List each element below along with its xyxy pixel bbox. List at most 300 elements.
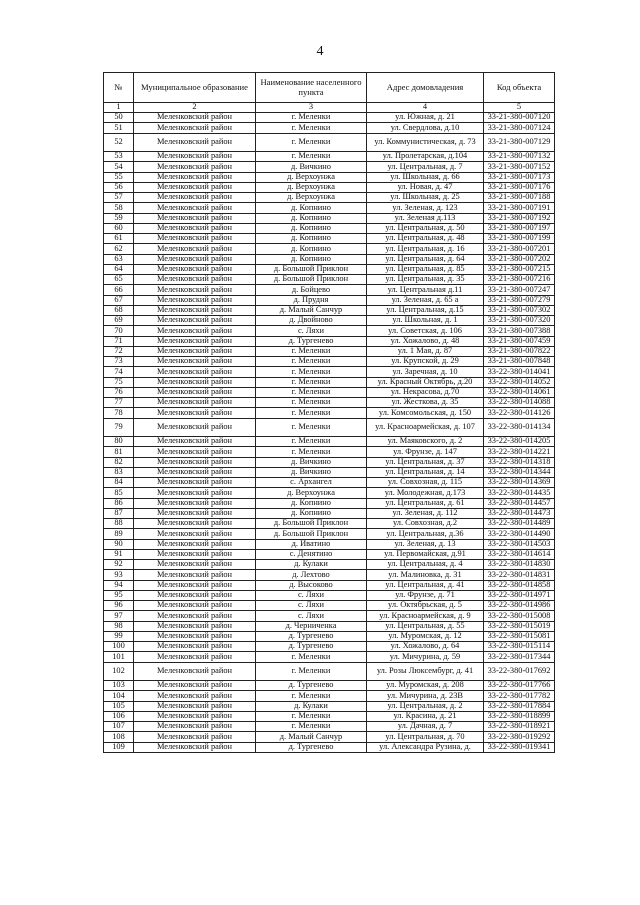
table-row xyxy=(104,398,555,408)
cell-settlement: д. Двойново xyxy=(256,316,367,326)
cell-municipality: Меленковский район xyxy=(134,213,256,223)
table-row xyxy=(104,152,555,162)
cell-address: ул. Центральная, д. 70 xyxy=(367,732,484,742)
table-row xyxy=(104,387,555,397)
cell-settlement: г. Меленки xyxy=(256,652,367,662)
table-row xyxy=(104,478,555,488)
column-number: 5 xyxy=(484,103,555,113)
cell-settlement: д. Тургенево xyxy=(256,681,367,691)
cell-settlement: д. Копнино xyxy=(256,223,367,233)
cell-number: 87 xyxy=(104,508,134,518)
cell-settlement: г. Меленки xyxy=(256,418,367,437)
column-number: 2 xyxy=(134,103,256,113)
cell-object-code: 33-22-380-017344 xyxy=(484,652,555,662)
cell-object-code: 33-22-380-019341 xyxy=(484,742,555,752)
cell-number: 69 xyxy=(104,316,134,326)
cell-address: ул. Центральная, д. 14 xyxy=(367,467,484,477)
cell-address: ул. Красноармейская, д. 107 xyxy=(367,418,484,437)
cell-address: ул. Муромская, д. 12 xyxy=(367,631,484,641)
cell-municipality: Меленковский район xyxy=(134,316,256,326)
cell-municipality: Меленковский район xyxy=(134,642,256,652)
cell-settlement: д. Копнино xyxy=(256,244,367,254)
cell-object-code: 33-22-380-014971 xyxy=(484,590,555,600)
table-row xyxy=(104,275,555,285)
cell-address: ул. Центральная, д.36 xyxy=(367,529,484,539)
cell-number: 60 xyxy=(104,223,134,233)
cell-settlement: д. Вичкино xyxy=(256,457,367,467)
cell-address: ул. Пролетарская, д.104 xyxy=(367,152,484,162)
cell-settlement: г. Меленки xyxy=(256,357,367,367)
cell-address: ул. Красноармейская, д. 9 xyxy=(367,611,484,621)
table-row xyxy=(104,203,555,213)
table-row xyxy=(104,652,555,662)
cell-object-code: 33-21-380-007197 xyxy=(484,223,555,233)
cell-settlement: д. Черниченка xyxy=(256,621,367,631)
cell-number: 61 xyxy=(104,234,134,244)
cell-municipality: Меленковский район xyxy=(134,691,256,701)
table-row xyxy=(104,488,555,498)
table-row xyxy=(104,316,555,326)
column-number: 3 xyxy=(256,103,367,113)
cell-object-code: 33-21-380-007176 xyxy=(484,182,555,192)
cell-settlement: г. Меленки xyxy=(256,387,367,397)
table-row xyxy=(104,611,555,621)
cell-number: 93 xyxy=(104,570,134,580)
cell-municipality: Меленковский район xyxy=(134,621,256,631)
table-row xyxy=(104,691,555,701)
cell-municipality: Меленковский район xyxy=(134,580,256,590)
table-row xyxy=(104,377,555,387)
table-row xyxy=(104,711,555,721)
cell-settlement: д. Бойцево xyxy=(256,285,367,295)
cell-municipality: Меленковский район xyxy=(134,529,256,539)
cell-municipality: Меленковский район xyxy=(134,508,256,518)
cell-object-code: 33-22-380-014061 xyxy=(484,387,555,397)
cell-object-code: 33-21-380-007129 xyxy=(484,133,555,152)
cell-settlement: с. Ляхи xyxy=(256,611,367,621)
table-row xyxy=(104,498,555,508)
cell-number: 52 xyxy=(104,133,134,152)
header-row xyxy=(104,73,555,103)
cell-municipality: Меленковский район xyxy=(134,662,256,681)
cell-number: 62 xyxy=(104,244,134,254)
cell-settlement: д. Малый Санчур xyxy=(256,732,367,742)
cell-settlement: г. Меленки xyxy=(256,113,367,123)
cell-settlement: д. Лехтово xyxy=(256,570,367,580)
cell-number: 75 xyxy=(104,377,134,387)
cell-object-code: 33-22-380-018899 xyxy=(484,711,555,721)
cell-object-code: 33-22-380-014205 xyxy=(484,437,555,447)
cell-number: 80 xyxy=(104,437,134,447)
table-row xyxy=(104,580,555,590)
cell-settlement: г. Меленки xyxy=(256,152,367,162)
cell-settlement: д. Малый Санчур xyxy=(256,305,367,315)
cell-settlement: г. Меленки xyxy=(256,722,367,732)
cell-number: 55 xyxy=(104,172,134,182)
cell-object-code: 33-21-380-007188 xyxy=(484,193,555,203)
household-objects-table xyxy=(103,72,555,753)
cell-address: ул. Молодежная, д.173 xyxy=(367,488,484,498)
cell-address: ул. Свердлова, д.10 xyxy=(367,123,484,133)
cell-object-code: 33-21-380-007120 xyxy=(484,113,555,123)
cell-settlement: г. Меленки xyxy=(256,367,367,377)
cell-number: 79 xyxy=(104,418,134,437)
cell-number: 71 xyxy=(104,336,134,346)
cell-municipality: Меленковский район xyxy=(134,498,256,508)
cell-municipality: Меленковский район xyxy=(134,123,256,133)
cell-municipality: Меленковский район xyxy=(134,437,256,447)
table-row xyxy=(104,295,555,305)
cell-address: ул. Муромская, д. 208 xyxy=(367,681,484,691)
cell-address: ул. Фрунзе, д. 147 xyxy=(367,447,484,457)
header-settlement: Наименование населенного пункта xyxy=(256,73,367,103)
cell-address: ул. Центральная, д. 50 xyxy=(367,223,484,233)
cell-municipality: Меленковский район xyxy=(134,203,256,213)
cell-municipality: Меленковский район xyxy=(134,611,256,621)
cell-settlement: д. Верхоунжа xyxy=(256,488,367,498)
cell-settlement: д. Большой Приклон xyxy=(256,529,367,539)
cell-number: 53 xyxy=(104,152,134,162)
table-row xyxy=(104,326,555,336)
cell-object-code: 33-22-380-015008 xyxy=(484,611,555,621)
cell-address: ул. Школьная, д. 66 xyxy=(367,172,484,182)
cell-municipality: Меленковский район xyxy=(134,478,256,488)
table-row xyxy=(104,223,555,233)
cell-address: ул. Центральная д.11 xyxy=(367,285,484,295)
cell-settlement: д. Копнино xyxy=(256,254,367,264)
table-row xyxy=(104,305,555,315)
column-number: 4 xyxy=(367,103,484,113)
cell-municipality: Меленковский район xyxy=(134,295,256,305)
cell-municipality: Меленковский район xyxy=(134,681,256,691)
column-number: 1 xyxy=(104,103,134,113)
cell-address: ул. Красный Октябрь, д.20 xyxy=(367,377,484,387)
cell-settlement: д. Кулаки xyxy=(256,560,367,570)
table-row xyxy=(104,346,555,356)
cell-settlement: д. Вичкино xyxy=(256,162,367,172)
cell-object-code: 33-21-380-007152 xyxy=(484,162,555,172)
cell-municipality: Меленковский район xyxy=(134,732,256,742)
cell-address: ул. Центральная, д. 7 xyxy=(367,162,484,172)
cell-object-code: 33-22-380-014490 xyxy=(484,529,555,539)
cell-number: 76 xyxy=(104,387,134,397)
cell-settlement: с. Ляхи xyxy=(256,590,367,600)
cell-number: 92 xyxy=(104,560,134,570)
cell-object-code: 33-22-380-014435 xyxy=(484,488,555,498)
cell-object-code: 33-21-380-007302 xyxy=(484,305,555,315)
cell-municipality: Меленковский район xyxy=(134,560,256,570)
cell-settlement: д. Вичкино xyxy=(256,467,367,477)
cell-object-code: 33-21-380-007279 xyxy=(484,295,555,305)
cell-number: 68 xyxy=(104,305,134,315)
cell-number: 70 xyxy=(104,326,134,336)
cell-settlement: г. Меленки xyxy=(256,133,367,152)
cell-address: ул. Школьная, д. 1 xyxy=(367,316,484,326)
cell-settlement: д. Копнино xyxy=(256,203,367,213)
cell-address: ул. Мичурина, д. 59 xyxy=(367,652,484,662)
cell-address: ул. Александра Рузина, д. xyxy=(367,742,484,752)
cell-municipality: Меленковский район xyxy=(134,418,256,437)
table-row xyxy=(104,508,555,518)
cell-address: ул. Центральная, д. 2 xyxy=(367,701,484,711)
table-row xyxy=(104,631,555,641)
cell-settlement: д. Верхоунжа xyxy=(256,172,367,182)
cell-settlement: г. Меленки xyxy=(256,346,367,356)
table-body xyxy=(104,113,555,753)
cell-settlement: г. Меленки xyxy=(256,398,367,408)
cell-municipality: Меленковский район xyxy=(134,457,256,467)
cell-object-code: 33-22-380-014088 xyxy=(484,398,555,408)
cell-object-code: 33-21-380-007202 xyxy=(484,254,555,264)
cell-number: 108 xyxy=(104,732,134,742)
cell-municipality: Меленковский район xyxy=(134,447,256,457)
cell-municipality: Меленковский район xyxy=(134,377,256,387)
cell-number: 96 xyxy=(104,601,134,611)
cell-number: 67 xyxy=(104,295,134,305)
cell-settlement: г. Меленки xyxy=(256,711,367,721)
cell-number: 64 xyxy=(104,264,134,274)
cell-address: ул. Заречная, д. 10 xyxy=(367,367,484,377)
cell-number: 104 xyxy=(104,691,134,701)
cell-number: 94 xyxy=(104,580,134,590)
cell-object-code: 33-21-380-007459 xyxy=(484,336,555,346)
cell-municipality: Меленковский район xyxy=(134,711,256,721)
cell-municipality: Меленковский район xyxy=(134,488,256,498)
cell-municipality: Меленковский район xyxy=(134,193,256,203)
cell-address: ул. Центральная, д. 37 xyxy=(367,457,484,467)
cell-object-code: 33-22-380-014473 xyxy=(484,508,555,518)
cell-municipality: Меленковский район xyxy=(134,467,256,477)
cell-number: 102 xyxy=(104,662,134,681)
cell-settlement: г. Меленки xyxy=(256,437,367,447)
cell-object-code: 33-21-380-007199 xyxy=(484,234,555,244)
cell-address: ул. Центральная, д. 48 xyxy=(367,234,484,244)
cell-municipality: Меленковский район xyxy=(134,336,256,346)
cell-object-code: 33-21-380-007822 xyxy=(484,346,555,356)
cell-address: ул. Комсомольская, д. 150 xyxy=(367,408,484,418)
cell-municipality: Меленковский район xyxy=(134,264,256,274)
cell-number: 103 xyxy=(104,681,134,691)
cell-municipality: Меленковский район xyxy=(134,631,256,641)
cell-object-code: 33-22-380-019292 xyxy=(484,732,555,742)
cell-object-code: 33-22-380-014052 xyxy=(484,377,555,387)
cell-address: ул. Малиновка, д. 31 xyxy=(367,570,484,580)
cell-municipality: Меленковский район xyxy=(134,601,256,611)
cell-number: 106 xyxy=(104,711,134,721)
table-row xyxy=(104,519,555,529)
cell-settlement: д. Кулаки xyxy=(256,701,367,711)
cell-number: 66 xyxy=(104,285,134,295)
header-municipality: Муниципальное образование xyxy=(134,73,256,103)
cell-settlement: д. Большой Приклон xyxy=(256,264,367,274)
cell-address: ул. Жесткова, д. 35 xyxy=(367,398,484,408)
cell-settlement: г. Меленки xyxy=(256,377,367,387)
cell-number: 86 xyxy=(104,498,134,508)
cell-settlement: г. Меленки xyxy=(256,123,367,133)
cell-address: ул. Зеленая, д. 112 xyxy=(367,508,484,518)
cell-number: 72 xyxy=(104,346,134,356)
cell-object-code: 33-22-380-014041 xyxy=(484,367,555,377)
cell-number: 73 xyxy=(104,357,134,367)
cell-address: ул. Центральная, д. 61 xyxy=(367,498,484,508)
cell-object-code: 33-22-380-014221 xyxy=(484,447,555,457)
table-row xyxy=(104,244,555,254)
cell-object-code: 33-21-380-007173 xyxy=(484,172,555,182)
cell-number: 83 xyxy=(104,467,134,477)
cell-settlement: д. Тургенево xyxy=(256,742,367,752)
table-row xyxy=(104,123,555,133)
cell-address: ул. Центральная, д. 55 xyxy=(367,621,484,631)
cell-number: 74 xyxy=(104,367,134,377)
table-row xyxy=(104,457,555,467)
cell-address: ул. Первомайская, д.91 xyxy=(367,549,484,559)
cell-settlement: д. Тургенево xyxy=(256,642,367,652)
cell-number: 77 xyxy=(104,398,134,408)
cell-address: ул. Некрасова, д.70 xyxy=(367,387,484,397)
table-row xyxy=(104,447,555,457)
cell-settlement: д. Высоково xyxy=(256,580,367,590)
cell-settlement: д. Большой Приклон xyxy=(256,275,367,285)
table-row xyxy=(104,336,555,346)
table-row xyxy=(104,467,555,477)
cell-municipality: Меленковский район xyxy=(134,275,256,285)
cell-municipality: Меленковский район xyxy=(134,133,256,152)
cell-address: ул. Зеленая, д. 13 xyxy=(367,539,484,549)
cell-municipality: Меленковский район xyxy=(134,357,256,367)
cell-number: 54 xyxy=(104,162,134,172)
table-row xyxy=(104,234,555,244)
column-numbers-row xyxy=(104,103,555,113)
table-row xyxy=(104,254,555,264)
table-row xyxy=(104,560,555,570)
cell-settlement: с. Ляхи xyxy=(256,601,367,611)
cell-number: 84 xyxy=(104,478,134,488)
table-row xyxy=(104,408,555,418)
cell-address: ул. Мичурина, д. 23В xyxy=(367,691,484,701)
cell-municipality: Меленковский район xyxy=(134,254,256,264)
table-row xyxy=(104,681,555,691)
cell-municipality: Меленковский район xyxy=(134,722,256,732)
cell-municipality: Меленковский район xyxy=(134,244,256,254)
cell-address: ул. Коммунистическая, д. 73 xyxy=(367,133,484,152)
cell-object-code: 33-21-380-007320 xyxy=(484,316,555,326)
table-row xyxy=(104,193,555,203)
cell-address: ул. Центральная, д. 4 xyxy=(367,560,484,570)
cell-municipality: Меленковский район xyxy=(134,539,256,549)
cell-number: 58 xyxy=(104,203,134,213)
cell-settlement: г. Меленки xyxy=(256,662,367,681)
cell-municipality: Меленковский район xyxy=(134,549,256,559)
cell-address: ул. Зеленая, д. 65 а xyxy=(367,295,484,305)
cell-number: 50 xyxy=(104,113,134,123)
cell-address: ул. Крупской, д. 29 xyxy=(367,357,484,367)
cell-address: ул. Дачная, д. 7 xyxy=(367,722,484,732)
cell-address: ул. Хожалово, д. 48 xyxy=(367,336,484,346)
cell-settlement: с. Денятино xyxy=(256,549,367,559)
cell-address: ул. Центральная, д. 35 xyxy=(367,275,484,285)
cell-municipality: Меленковский район xyxy=(134,652,256,662)
cell-settlement: с. Архангел xyxy=(256,478,367,488)
table-row xyxy=(104,662,555,681)
table-row xyxy=(104,539,555,549)
cell-object-code: 33-21-380-007388 xyxy=(484,326,555,336)
cell-address: ул. Маяковского, д. 2 xyxy=(367,437,484,447)
cell-object-code: 33-22-380-015114 xyxy=(484,642,555,652)
cell-object-code: 33-22-380-018921 xyxy=(484,722,555,732)
cell-object-code: 33-21-380-007191 xyxy=(484,203,555,213)
cell-object-code: 33-21-380-007216 xyxy=(484,275,555,285)
cell-number: 56 xyxy=(104,182,134,192)
header-address: Адрес домовладения xyxy=(367,73,484,103)
table-row xyxy=(104,113,555,123)
cell-address: ул. Совхозная, д. 115 xyxy=(367,478,484,488)
cell-object-code: 33-22-380-014986 xyxy=(484,601,555,611)
cell-municipality: Меленковский район xyxy=(134,285,256,295)
cell-municipality: Меленковский район xyxy=(134,701,256,711)
table-row xyxy=(104,418,555,437)
cell-object-code: 33-22-380-014369 xyxy=(484,478,555,488)
cell-object-code: 33-22-380-014318 xyxy=(484,457,555,467)
table-row xyxy=(104,357,555,367)
cell-number: 109 xyxy=(104,742,134,752)
cell-settlement: д. Тургенево xyxy=(256,631,367,641)
cell-object-code: 33-21-380-007192 xyxy=(484,213,555,223)
cell-address: ул. Центральная, д. 16 xyxy=(367,244,484,254)
cell-address: ул. Центральная, д.15 xyxy=(367,305,484,315)
table-row xyxy=(104,642,555,652)
cell-settlement: д. Копнино xyxy=(256,213,367,223)
cell-object-code: 33-21-380-007848 xyxy=(484,357,555,367)
cell-object-code: 33-22-380-014858 xyxy=(484,580,555,590)
cell-object-code: 33-21-380-007132 xyxy=(484,152,555,162)
table-row xyxy=(104,742,555,752)
cell-address: ул. Советская, д. 106 xyxy=(367,326,484,336)
cell-address: ул. Новая, д. 47 xyxy=(367,182,484,192)
cell-municipality: Меленковский район xyxy=(134,570,256,580)
cell-number: 91 xyxy=(104,549,134,559)
cell-object-code: 33-22-380-017766 xyxy=(484,681,555,691)
cell-address: ул. Совхозная, д.2 xyxy=(367,519,484,529)
table-row xyxy=(104,367,555,377)
cell-number: 59 xyxy=(104,213,134,223)
cell-number: 57 xyxy=(104,193,134,203)
cell-municipality: Меленковский район xyxy=(134,519,256,529)
cell-municipality: Меленковский район xyxy=(134,408,256,418)
table-row xyxy=(104,529,555,539)
cell-number: 82 xyxy=(104,457,134,467)
cell-address: ул. Центральная, д. 41 xyxy=(367,580,484,590)
cell-settlement: д. Копнино xyxy=(256,498,367,508)
cell-settlement: д. Тургенево xyxy=(256,336,367,346)
cell-settlement: д. Иватино xyxy=(256,539,367,549)
cell-number: 63 xyxy=(104,254,134,264)
cell-settlement: д. Копнино xyxy=(256,508,367,518)
table-row xyxy=(104,162,555,172)
cell-municipality: Меленковский район xyxy=(134,398,256,408)
table-row xyxy=(104,437,555,447)
cell-address: ул. Хожалово, д. 64 xyxy=(367,642,484,652)
cell-object-code: 33-22-380-014457 xyxy=(484,498,555,508)
cell-number: 97 xyxy=(104,611,134,621)
cell-object-code: 33-21-380-007124 xyxy=(484,123,555,133)
cell-settlement: д. Прудня xyxy=(256,295,367,305)
cell-object-code: 33-21-380-007215 xyxy=(484,264,555,274)
cell-address: ул. Фрунзе, д. 71 xyxy=(367,590,484,600)
cell-object-code: 33-22-380-014134 xyxy=(484,418,555,437)
cell-object-code: 33-21-380-007201 xyxy=(484,244,555,254)
cell-settlement: г. Меленки xyxy=(256,408,367,418)
table-row xyxy=(104,264,555,274)
